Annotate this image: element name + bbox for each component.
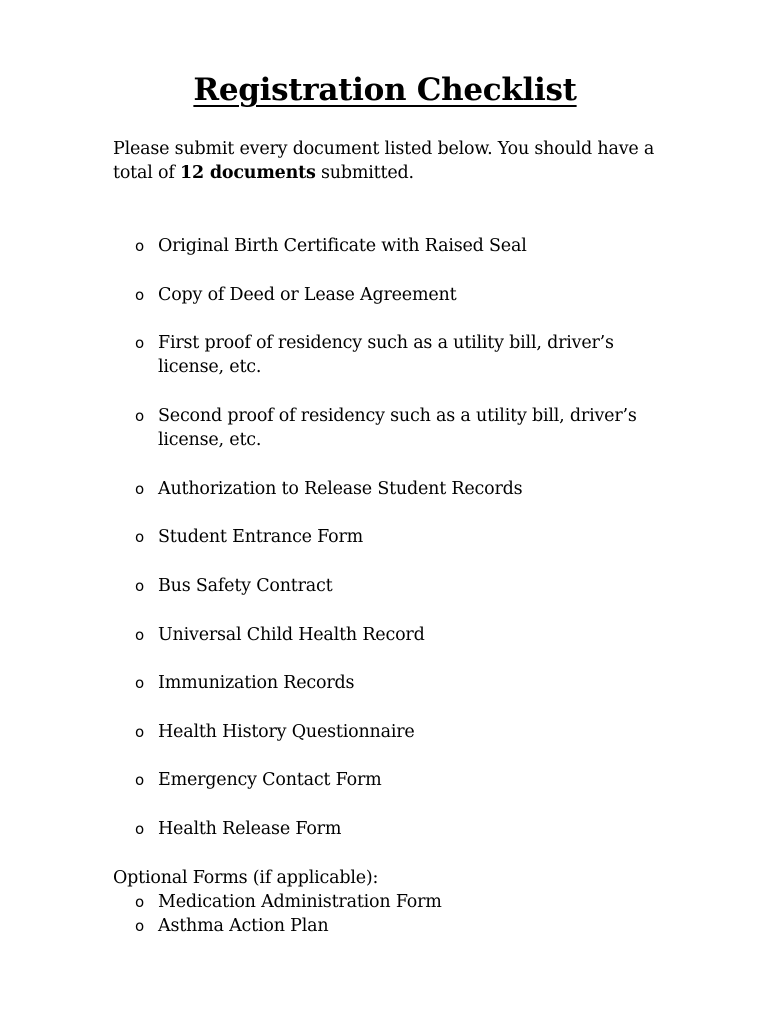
checklist-item-label: Emergency Contact Form bbox=[158, 770, 382, 790]
intro-paragraph bbox=[113, 137, 673, 185]
checklist-item bbox=[135, 404, 638, 452]
bullet-icon: o bbox=[135, 334, 144, 352]
checklist-item bbox=[135, 525, 638, 549]
bullet-icon: o bbox=[135, 577, 144, 595]
bullet-icon: o bbox=[135, 893, 144, 911]
bullet-icon: o bbox=[135, 674, 144, 692]
checklist-item-label: Copy of Deed or Lease Agreement bbox=[158, 285, 457, 305]
bullet-icon: o bbox=[135, 407, 144, 425]
checklist-item bbox=[135, 331, 638, 379]
page-title: Registration Checklist bbox=[193, 72, 577, 108]
intro-text-after: submitted. bbox=[315, 163, 414, 183]
optional-item-label: Medication Administration Form bbox=[158, 892, 442, 912]
checklist-item-label: Immunization Records bbox=[158, 673, 355, 693]
checklist-item bbox=[135, 283, 638, 307]
checklist-item bbox=[135, 623, 638, 647]
checklist-item-label: First proof of residency such as a utility bill, driver’s license, etc. bbox=[158, 333, 614, 377]
checklist-item bbox=[135, 574, 638, 598]
checklist-item bbox=[135, 671, 638, 695]
optional-item-label: Asthma Action Plan bbox=[158, 916, 329, 936]
checklist-item-label: Bus Safety Contract bbox=[158, 576, 333, 596]
checklist-item bbox=[135, 817, 638, 841]
bullet-icon: o bbox=[135, 723, 144, 741]
checklist-item-label: Authorization to Release Student Records bbox=[158, 479, 523, 499]
checklist-item-label: Universal Child Health Record bbox=[158, 625, 425, 645]
bullet-icon: o bbox=[135, 771, 144, 789]
bullet-icon: o bbox=[135, 480, 144, 498]
checklist-item bbox=[135, 477, 638, 501]
optional-forms-heading: Optional Forms (if applicable): bbox=[113, 868, 379, 888]
bullet-icon: o bbox=[135, 286, 144, 304]
checklist-item-label: Health Release Form bbox=[158, 819, 342, 839]
checklist-item bbox=[135, 720, 638, 744]
checklist-item bbox=[135, 768, 638, 792]
bullet-icon: o bbox=[135, 528, 144, 546]
checklist-item-label: Health History Questionnaire bbox=[158, 722, 415, 742]
intro-text-before: Please submit every document listed below. You should have a total of bbox=[113, 139, 655, 183]
bullet-icon: o bbox=[135, 626, 144, 644]
bullet-icon: o bbox=[135, 917, 144, 935]
checklist-item-label: Student Entrance Form bbox=[158, 527, 364, 547]
optional-item bbox=[135, 890, 638, 914]
checklist-item bbox=[135, 234, 638, 258]
bullet-icon: o bbox=[135, 820, 144, 838]
checklist-item-label: Second proof of residency such as a utility bill, driver’s license, etc. bbox=[158, 406, 637, 450]
bullet-icon: o bbox=[135, 237, 144, 255]
optional-item bbox=[135, 914, 638, 938]
checklist-item-label: Original Birth Certificate with Raised Seal bbox=[158, 236, 527, 256]
intro-bold-count: 12 documents bbox=[179, 163, 316, 183]
